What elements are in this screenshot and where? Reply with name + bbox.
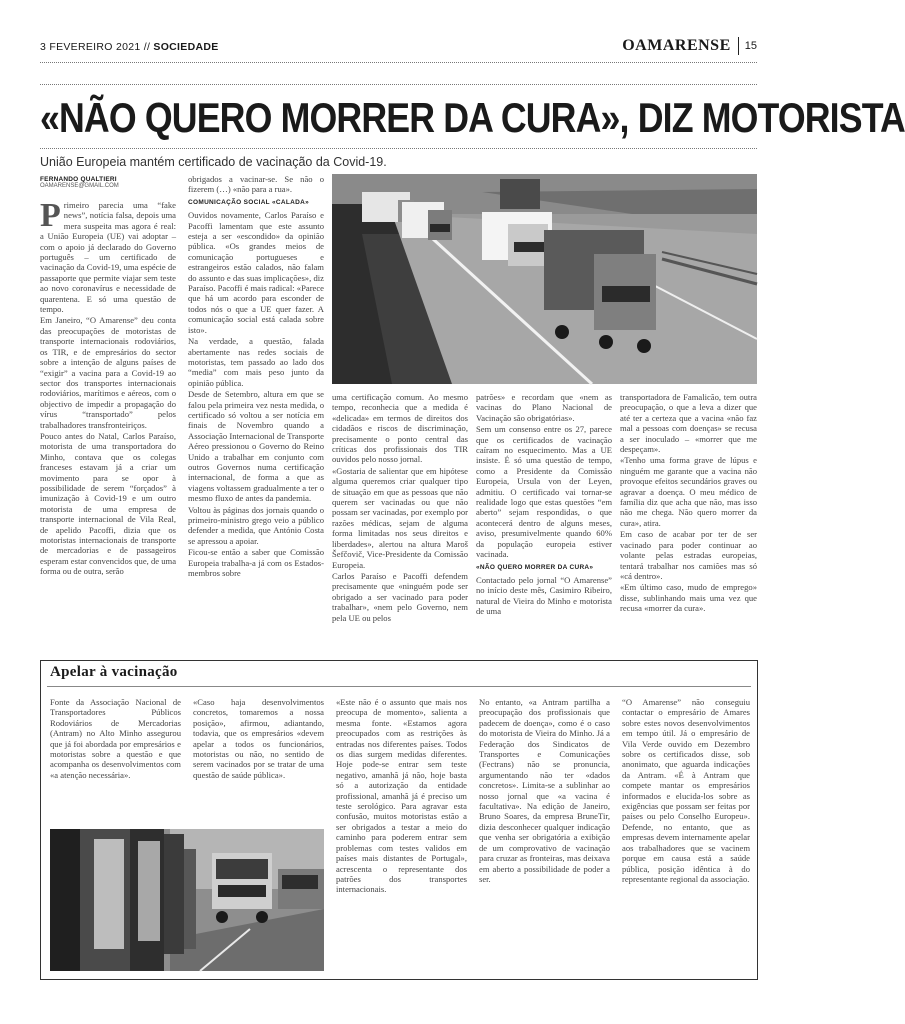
page-number: 15 bbox=[744, 40, 757, 52]
photo-illustration bbox=[332, 174, 757, 384]
divider bbox=[40, 62, 757, 63]
issue-date: 3 FEVEREIRO 2021 bbox=[40, 41, 141, 53]
article-column-5: transportadora de Famalicão, tem outra preocupação, o que a leva a dizer que até ter a certeza que a vacina «não faz mal a pessoas com doenças» se recusa a ser inoculado – «morrer que me despeçam». «Tenho uma forma grave de lúpus e ninguém me garante que a vacina não provoque efeitos secundários graves ou agravar a doença. O meu médico de família diz que acha que não, mas isso não me chega. Não quero morrer da cura», atira. Em caso de acabar por ter de ser vacinado para poder continuar ao volante pelas estradas europeias, tentará trabalhar nos camiões mas só «cá dentro». «Em último caso, mudo de emprego» disse, sublinhando mais uma vez que recusa «morrer da cura». bbox=[620, 392, 757, 614]
sidebar-column-4: No entanto, «a Antram partilha a preocupação dos profissionais que padecem de doença», como é o caso do motorista de Vieira do Minho. Já a Federação dos Sindicatos de Transportes e Comunicações (Fectrans) não se pronuncia, argumentando não ter «dados concretos». Limita-se a sublinhar ao nosso jornal que «a vacina é facultativa». Na edição de Janeiro, Bruno Soares, da empresa BruneTir, dizia desconhecer qualquer indicação que venha ser obrigatória a exibição de um comprovativo de vacinação para cruzar as fronteiras, mas deixava em aberto a possibilidade de poder a ser. bbox=[479, 697, 610, 884]
newspaper-logo: OAMARENSE bbox=[622, 37, 731, 54]
divider bbox=[40, 148, 757, 149]
drop-cap: P bbox=[40, 197, 61, 234]
headline: «NÃO QUERO MORRER DA CURA», DIZ MOTORISTA bbox=[40, 94, 905, 141]
divider bbox=[40, 84, 757, 85]
sidebar-box bbox=[40, 660, 758, 980]
photo-illustration bbox=[50, 829, 324, 971]
subheading: «NÃO QUERO MORRER DA CURA» bbox=[476, 563, 594, 571]
article-column-2: obrigados a vacinar-se. Se não o fizerem (…) «não para a rua». COMUNICAÇÃO SOCIAL «CALADA» Ouvidos novamente, Carlos Paraíso e Pacoffi lamentam que este assunto esteja a ser «escondido» da opinião pública. «Os grandes meios de comunicação portugueses e estrangeiros estão calados, não falam do assunto e das suas implicações», diz Paraíso. Pacoffi é mais radical: «Parece que há um acordo para esconder de todos nós o que a UE quer fazer. A comunicação social está calada sobre isto». Na verdade, a questão, falada abertamente nas redes sociais de motoristas, tem passado ao lado dos “media” com mais peso junto da opinião pública. Desde de Setembro, altura em que se falou pela primeira vez nesta medida, o certificado só voltou a ser notícia em finais de Novembro quando a Associação Internacional de Transporte Aéreo pressionou o Governo do Reino Unido a trabalhar em conjunto com outros Governos numa certificação internacional, de forma a que as viagens voltassem gradualmente a ter o mesmo fluxo de antes da pandemia. Voltou às páginas dos jornais quando o primeiro-ministro grego veio a público defender a medida, que António Costa se apressou a apoiar. Ficou-se então a saber que Comissão Europeia trabalha-a já com os Estados-membros sobre bbox=[188, 174, 324, 579]
trucks-highway-photo bbox=[332, 174, 757, 384]
author-name: FERNANDO QUALTIERI bbox=[40, 176, 117, 183]
date-section-line: 3 FEVEREIRO 2021 // SOCIEDADE bbox=[40, 41, 219, 53]
sidebar-column-1: Fonte da Associação Nacional de Transportadores Públicos Rodoviários de Mercadorias (Antram) no Alto Minho assegurou que já foi abordada por empresários e motoristas sobre a questão e que acompanha os desenvolvimentos com «a atenção necessária». bbox=[50, 697, 181, 780]
article-column-4: patrões» e recordam que «nem as vacinas do Plano Nacional de Vacinação são obrigatórias». Sem um consenso entre os 27, parece que os certificados de vacinação caíram no esquecimento. Mas a UE insiste. É só uma questão de tempo, como a Presidente da Comissão Europeia, Ursula von der Leyen, admitiu. O certificado vai tornar-se realidade logo que estas questões “em aberto” sejam respondidas, o que acontecerá dentro de alguns meses, aviso, presumivelmente quando 60% da população europeia estiver vacinada. «NÃO QUERO MORRER DA CURA» Contactado pelo jornal “O Amarense” no início deste mês, Casimiro Ribeiro, natural de Vieira do Minho e motorista de uma bbox=[476, 392, 612, 617]
sidebar-column-3: «Este não é o assunto que mais nos preocupa de momento», salienta a mesma fonte. «Estamos agora preocupados com as restrições às entradas nos diferentes países. Todos os dias surgem medidas diferentes. Hoje pode-se entrar sem teste negativo, amanhã já não, hoje basta só a autorização da entidade profissional, amanhã já é preciso um teste serológico. Para agravar esta confusão, muitos motoristas estão a ser obrigados a testar a meio do caminho para poderem entrar sem problemas com testes validos em países mais distantes de Portugal», acrescenta o representante dos patrões dos transportes internacionais. bbox=[336, 697, 467, 895]
sidebar-column-5: “O Amarense” não conseguiu contactar o empresário de Amares sobre estes novos desenvolvimentos em tempo útil. Já o empresário de Vila Verde ouvido em Dezembro sobre os certificados disse, sob anonimato, que aguarda indicações da Antram. «É à Antram que compete mantar os empresários informados e elucida-los sobre as exigências que possam ser feitas por países ou pelo Conselho Europeu». Defende, no entanto, que as empresas devem internamente apelar aos trabalhadores que se vacinem porque em causa está a saúde pública, posição idêntica à do representante regional da associação. bbox=[622, 697, 750, 884]
divider bbox=[47, 686, 751, 687]
byline bbox=[40, 176, 119, 189]
author-email: OAMARENSE@GMAIL.COM bbox=[40, 183, 119, 189]
page-header bbox=[40, 37, 757, 58]
sidebar-column-2: «Caso haja desenvolvimentos concretos, tomaremos a nossa posição», afirmou, adiantando, todavia, que os empresários «devem apelar a todos os funcionários, motoristas ou não, no sentido de serem vacinados por se tratar de uma questão de saúde pública». bbox=[193, 697, 324, 780]
subheading: COMUNICAÇÃO SOCIAL «CALADA» bbox=[188, 198, 310, 206]
article-column-3: uma certificação comum. Ao mesmo tempo, reconhecia que a medida é «delicada» em termos de direitos dos cidadãos e riscos de discriminação, precisamente o ponto central das críticas dos profissionais dos TIR ouvidos pelo nosso jornal. «Gostaria de salientar que em hipótese alguma queremos criar qualquer tipo de situação em que as pessoas que não querem ser vacinadas ou que não possam ser vacinadas, por exemplo por razões médicas, sejam de alguma forma limitadas nos seus direitos e liberdades», alertou na altura Maroš Šefčovič, Vice-Presidente da Comissão Europeia. Carlos Paraíso e Pacoffi defendem precisamente que «ninguém pode ser obrigado a ser vacinado para poder trabalhar», «nem pelo Governo, nem pela UE ou pelos bbox=[332, 392, 468, 623]
subtitle: União Europeia mantém certificado de vacinação da Covid-19. bbox=[40, 155, 387, 169]
article-column-1: Primeiro parecia uma “fake news”, notícia falsa, depois uma mera suspeita mas agora é real: a União Europeia (UE) vai adoptar – com o apoio já declarado do Governo português – um certificado de vacinação da Covid-19, uma espécie de passaporte que permite viajar sem teste ao novo coronavírus e necessidade de quarentena. E só uma questão de tempo. Em Janeiro, “O Amarense” deu conta das preocupações de motoristas de transporte internacionais rodoviários, os TIR, e de empresários do sector sobre a intenção de alguns países de “exigir” a vacina para a Covid-19 ao sector dos transportes internacionais rodoviários, marítimos e aéreos, com o objectivo de impedir a propagação do vírus “transportado” pelos trabalhadores transfronteiriços. Pouco antes do Natal, Carlos Paraíso, motorista de uma transportadora do Minho, contava que os colegas franceses estavam já a criar um movimento para se opor à possibilidade de serem “forçados” à imunização à Covid-19 e um outro motorista de uma empresa de transporte internacional de Vila Real, de apelido Pacoffi, dizia que os motoristas internacionais de transporte de mercadorias e de passageiros esperam estar convencidos que, de uma forma ou de outra, serão bbox=[40, 197, 177, 577]
divider bbox=[738, 37, 739, 55]
trucks-queue-photo bbox=[50, 829, 324, 971]
section-name: SOCIEDADE bbox=[153, 41, 219, 53]
sidebar-title: Apelar à vacinação bbox=[50, 664, 178, 680]
masthead-area bbox=[622, 37, 757, 55]
